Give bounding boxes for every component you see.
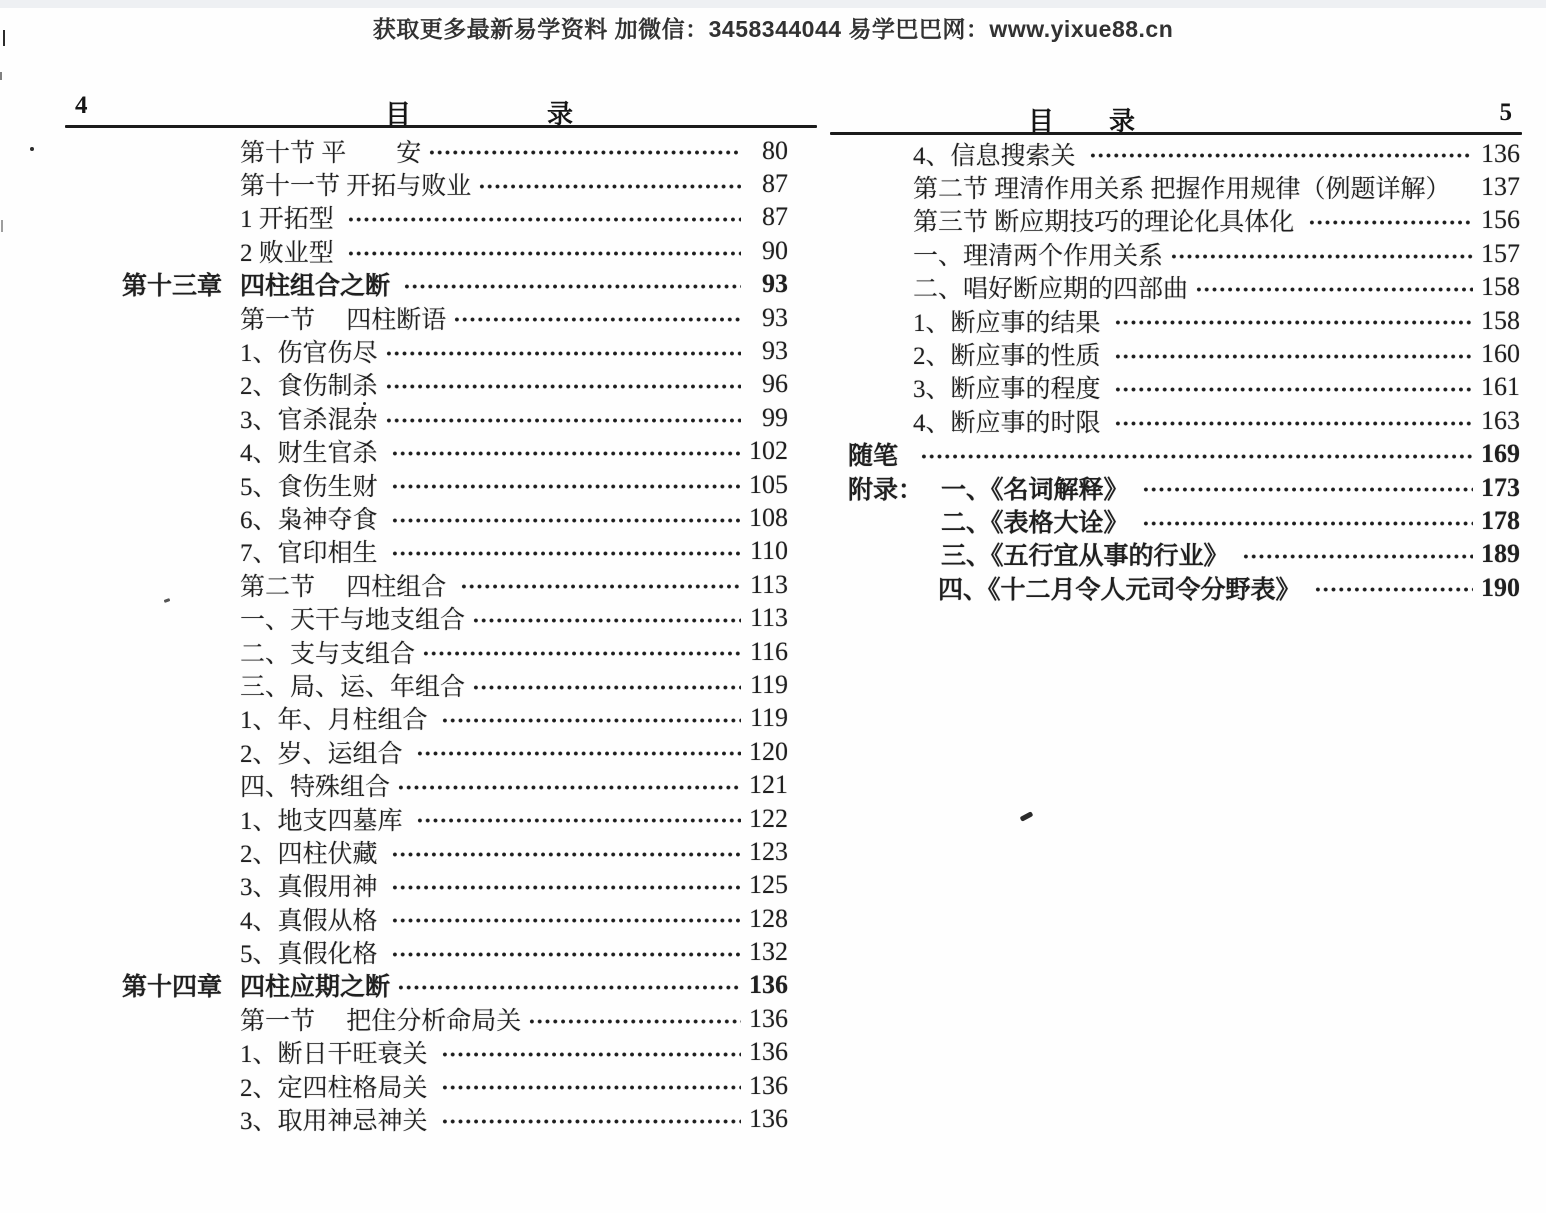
dot-leader (472, 601, 741, 634)
dot-leader (416, 802, 741, 835)
toc-list-right (820, 137, 1520, 604)
dot-leader (1114, 337, 1473, 370)
toc-entry-title: 6、枭神夺食 (240, 507, 384, 534)
toc-entry (65, 1102, 788, 1135)
toc-title-right: 目 录 (1028, 107, 1137, 136)
dot-leader (428, 134, 741, 167)
dot-leader (920, 438, 1473, 471)
toc-page-number: 128 (749, 903, 788, 933)
toc-entry-title: 4、信息搜索关 (913, 142, 1082, 170)
dot-leader (453, 301, 741, 334)
dot-leader (1142, 471, 1473, 504)
toc-page-number: 87 (762, 202, 788, 232)
toc-page-number: 93 (762, 336, 788, 366)
toc-entry (65, 234, 788, 267)
dot-leader (441, 1102, 741, 1135)
dot-leader (441, 1036, 741, 1069)
toc-page-number: 125 (749, 870, 788, 900)
dot-leader (478, 167, 741, 200)
toc-page-number: 123 (749, 836, 788, 866)
promo-banner-text: 获取更多最新易学资料 加微信：3458344044 易学巴巴网：www.yixue88.cn (372, 16, 1174, 42)
toc-entry (820, 137, 1520, 170)
toc-page-number: 105 (749, 469, 788, 499)
toc-entry-title: 三、《五行宜从事的行业》 (941, 543, 1235, 571)
dot-leader (1242, 538, 1473, 571)
toc-page-number: 80 (762, 135, 788, 165)
toc-page-number: 110 (749, 536, 788, 566)
toc-entry (820, 304, 1520, 337)
toc-entry-title: 1、断日干旺衰关 (240, 1041, 434, 1069)
toc-entry-title: 4、断应事的时限 (913, 409, 1107, 437)
dot-leader (1195, 271, 1473, 304)
toc-entry (65, 435, 788, 468)
toc-page-number: 157 (1481, 238, 1520, 268)
toc-entry-title: 7、官印相生 (240, 540, 384, 568)
page-left (65, 92, 788, 1136)
toc-page-number: 132 (749, 937, 788, 967)
toc-entry (65, 535, 788, 568)
toc-entry (65, 969, 788, 1002)
scan-artifact (1, 220, 3, 232)
scan-artifact (30, 147, 34, 151)
scan-artifact (0, 72, 2, 80)
toc-page-number: 136 (749, 1003, 788, 1033)
scan-artifact (1020, 811, 1034, 822)
dot-leader (472, 668, 741, 701)
toc-entry (65, 902, 788, 935)
dot-leader (391, 435, 741, 468)
toc-entry (65, 635, 788, 668)
toc-entry-title: 5、食伤生财 (240, 473, 384, 501)
dot-leader (422, 635, 741, 668)
toc-entry-title: 2 败业型 (240, 239, 341, 267)
toc-entry (65, 601, 788, 634)
toc-page-number: 99 (762, 402, 788, 432)
toc-entry (65, 201, 788, 234)
toc-page-number: 87 (762, 169, 788, 199)
toc-entry-title: 一、理清两个作用关系 (913, 242, 1164, 270)
toc-page-number: 119 (749, 703, 788, 733)
dot-leader (347, 234, 741, 267)
dot-leader (391, 535, 741, 568)
toc-entry-title: 1、地支四墓库 (240, 807, 409, 835)
page-number-left: 4 (75, 92, 88, 119)
toc-entry (65, 1002, 788, 1035)
toc-entry (65, 167, 788, 200)
toc-entry (65, 334, 788, 367)
toc-entry-title: 3、真假用神 (240, 874, 384, 902)
toc-entry (65, 735, 788, 768)
toc-entry (820, 571, 1520, 604)
toc-entry-title: 第十节 平 安 (240, 139, 422, 167)
toc-page-number: 96 (762, 369, 788, 399)
toc-entry-title: 1 开拓型 (240, 206, 341, 234)
page-left-header (65, 92, 788, 129)
toc-page-number: 136 (749, 1104, 788, 1134)
dot-leader (416, 735, 741, 768)
dot-leader (385, 368, 741, 401)
toc-entry (65, 368, 788, 401)
toc-entry-title: 3、官杀混杂 (240, 406, 378, 434)
toc-entry-title: 第十一节 开拓与败业 (240, 173, 472, 201)
toc-entry-title: 1、年、月柱组合 (240, 707, 434, 735)
page-right-header (820, 99, 1520, 136)
toc-entry (65, 501, 788, 534)
toc-page-number: 136 (749, 1070, 788, 1100)
toc-entry (65, 1069, 788, 1102)
toc-page-number: 158 (1481, 272, 1520, 302)
toc-entry-title: 4、真假从格 (240, 907, 384, 935)
dot-leader (1170, 237, 1473, 270)
toc-page-number: 122 (749, 803, 788, 833)
toc-entry-title: 2、断应事的性质 (913, 343, 1107, 371)
toc-page-number: 189 (1481, 539, 1520, 569)
toc-page-number: 137 (1481, 172, 1520, 202)
toc-entry-title: 第一节 四柱断语 (240, 306, 447, 334)
dot-leader (460, 568, 741, 601)
toc-chapter-label: 附录： (848, 476, 924, 504)
toc-entry-title: 2、四柱伏藏 (240, 840, 384, 868)
toc-entry-title: 4、财生官杀 (240, 440, 384, 468)
dot-leader (391, 902, 741, 935)
toc-page-number: 190 (1481, 572, 1520, 602)
toc-entry (65, 301, 788, 334)
toc-page-number: 136 (749, 970, 788, 1000)
dot-leader (1089, 137, 1473, 170)
toc-entry-title: 二、支与支组合 (240, 640, 416, 668)
toc-entry-title: 第二节 理清作用关系 把握作用规律（例题详解） (913, 176, 1451, 204)
toc-entry (820, 471, 1520, 504)
toc-entry (65, 268, 788, 301)
toc-page-number: 178 (1481, 505, 1520, 535)
toc-page-number: 113 (749, 603, 788, 633)
toc-entry (820, 504, 1520, 537)
header-rule-right (830, 132, 1522, 135)
toc-entry (65, 1036, 788, 1069)
toc-entry-title: 5、真假化格 (240, 941, 384, 969)
toc-entry-title: 一、天干与地支组合 (240, 607, 466, 635)
toc-entry-title: 1、断应事的结果 (913, 309, 1107, 337)
toc-entry (820, 204, 1520, 237)
toc-entry-title: 三、局、运、年组合 (240, 673, 466, 701)
dot-leader (391, 835, 741, 868)
toc-entry-title: 二、唱好断应期的四部曲 (913, 276, 1189, 304)
toc-page-number: 163 (1481, 405, 1520, 435)
toc-entry (820, 237, 1520, 270)
toc-page-number: 156 (1481, 205, 1520, 235)
dot-leader (403, 268, 741, 301)
toc-entry (65, 568, 788, 601)
toc-entry (820, 404, 1520, 437)
toc-page-number: 119 (749, 669, 788, 699)
dot-leader (1114, 371, 1473, 404)
toc-entry-title: 3、取用神忌神关 (240, 1108, 434, 1136)
toc-entry-title: 四柱应期之断 (240, 974, 391, 1002)
page-number-right: 5 (1499, 99, 1512, 126)
toc-page-number: 161 (1481, 372, 1520, 402)
dot-leader (441, 702, 741, 735)
toc-entry-title: 3、断应事的程度 (913, 376, 1107, 404)
dot-leader (1308, 204, 1473, 237)
toc-entry-title: 第一节 把住分析命局关 (240, 1007, 522, 1035)
toc-entry (65, 935, 788, 968)
toc-entry (820, 538, 1520, 571)
dot-leader (1114, 404, 1473, 437)
toc-entry (820, 337, 1520, 370)
dot-leader (528, 1002, 741, 1035)
toc-entry (65, 702, 788, 735)
toc-entry-title: 2、食伤制杀 (240, 373, 378, 401)
toc-page-number: 120 (749, 736, 788, 766)
toc-title-left: 目 录 (385, 100, 575, 129)
dot-leader (397, 768, 741, 801)
toc-entry-title: 第三节 断应期技巧的理论化具体化 (913, 209, 1301, 237)
scan-artifact (363, 402, 366, 405)
toc-entry-title: 四、《十二月令人元司令分野表》 (938, 576, 1307, 604)
toc-entry (820, 371, 1520, 404)
toc-page-number: 136 (749, 1037, 788, 1067)
toc-entry (65, 768, 788, 801)
toc-list-left (65, 134, 788, 1136)
dot-leader (441, 1069, 741, 1102)
dot-leader (391, 501, 741, 534)
toc-page-number: 93 (762, 302, 788, 332)
toc-entry-title: 二、《表格大诠》 (941, 510, 1135, 537)
toc-entry (65, 401, 788, 434)
toc-entry-title: 2、岁、运组合 (240, 740, 409, 768)
toc-page-number: 158 (1481, 305, 1520, 335)
scan-artifact (3, 30, 5, 46)
toc-entry-title: 2、定四柱格局关 (240, 1074, 434, 1102)
toc-entry (65, 835, 788, 868)
page-right (820, 99, 1520, 604)
toc-entry-title: 四、特殊组合 (240, 774, 391, 802)
toc-entry-title: 一、《名词解释》 (941, 476, 1135, 504)
toc-page-number: 160 (1481, 339, 1520, 369)
toc-entry-title: 1、伤官伤尽 (240, 340, 378, 368)
toc-page-number: 93 (762, 269, 788, 299)
toc-chapter-label: 随笔 (848, 443, 899, 471)
dot-leader (1314, 571, 1473, 604)
toc-page-number: 90 (762, 235, 788, 265)
toc-entry (65, 668, 788, 701)
dot-leader (391, 468, 741, 501)
dot-leader (347, 201, 741, 234)
dot-leader (397, 969, 741, 1002)
toc-page-number: 169 (1481, 439, 1520, 469)
toc-page-number: 113 (749, 569, 788, 599)
scan-top-edge (0, 0, 1546, 8)
toc-entry (65, 802, 788, 835)
toc-entry (65, 869, 788, 902)
toc-entry-title: 第二节 四柱组合 (240, 573, 453, 601)
dot-leader (385, 401, 741, 434)
dot-leader (391, 935, 741, 968)
dot-leader (391, 869, 741, 902)
dot-leader (385, 334, 741, 367)
toc-page-number: 102 (749, 436, 788, 466)
toc-entry (820, 438, 1520, 471)
toc-page-number: 173 (1481, 472, 1520, 502)
toc-chapter-label: 第十三章 (122, 273, 223, 301)
toc-entry-title: 四柱组合之断 (240, 273, 397, 301)
toc-page-number: 136 (1481, 138, 1520, 168)
toc-entry (820, 271, 1520, 304)
toc-page-number: 121 (749, 770, 788, 800)
dot-leader (1142, 504, 1473, 537)
toc-page-number: 108 (749, 502, 788, 532)
toc-entry (65, 134, 788, 167)
toc-page-number: 116 (749, 636, 788, 666)
toc-chapter-label: 第十四章 (122, 974, 223, 1002)
toc-entry (820, 170, 1520, 203)
toc-entry (65, 468, 788, 501)
dot-leader (1114, 304, 1473, 337)
promo-banner (0, 11, 1546, 44)
